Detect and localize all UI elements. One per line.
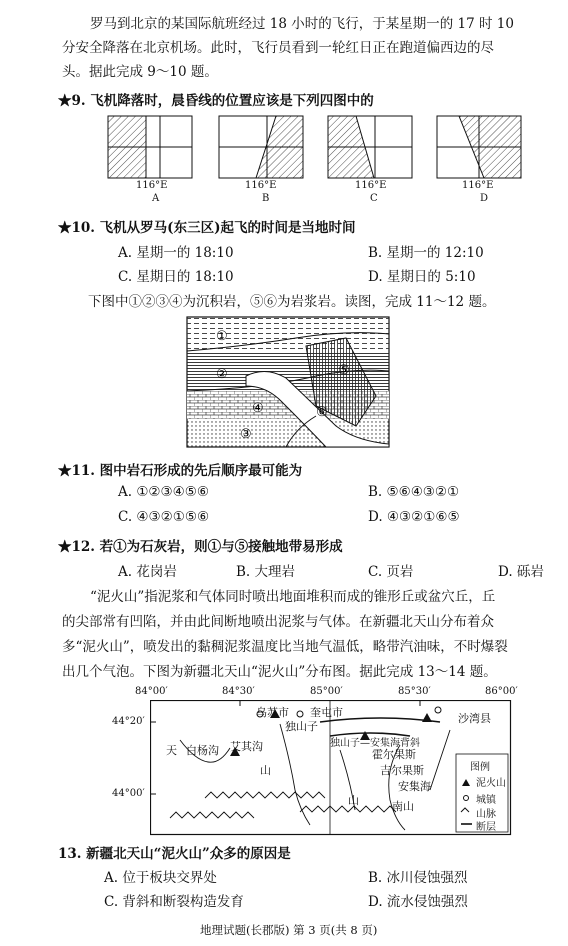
place-jierguosi: 吉尔果斯 (380, 764, 424, 777)
place-wusu: 乌苏市 (256, 706, 289, 719)
q12-option-b: B. 大理岩 (236, 564, 296, 580)
q12-option-d: D. 砾岩 (498, 564, 544, 580)
page-footer: 地理试题(长郡版) 第 3 页(共 8 页) (200, 923, 378, 937)
q11-option-c: C. ④③②①⑤⑥ (118, 509, 210, 525)
q11-option-a: A. ①②③④⑤⑥ (118, 484, 209, 500)
rock-label-2: ② (216, 367, 228, 382)
q11-option-b: B. ⑤⑥④③②① (368, 484, 460, 500)
mud-intro-line-3: 多“泥火山”，喷发出的黏稠泥浆温度比当地气温低，略带汽油味，不时爆裂 (62, 639, 508, 655)
map-lat-2: 44°00′ (112, 788, 145, 799)
q12-stem: ★12. 若①为石灰岩，则①与⑤接触地带易形成 (58, 539, 343, 555)
intro-line-1: 罗马到北京的某国际航班经过 18 小时的飞行，于某星期一的 17 时 10 (90, 16, 514, 32)
place-baiyanggou: 白杨沟 (186, 744, 219, 757)
q10-option-b: B. 星期一的 12:10 (368, 245, 484, 261)
place-anjihai: 安集海 (398, 780, 431, 793)
rock-intro: 下图中①②③④为沉积岩，⑤⑥为岩浆岩。读图，完成 11～12 题。 (88, 294, 496, 310)
q9-lon-d: 116°E (462, 180, 494, 191)
q9-figure-d (437, 116, 521, 178)
q10-stem: ★10. 飞机从罗马(东三区)起飞的时间是当地时间 (58, 220, 356, 236)
place-shan-1: 山 (260, 764, 271, 777)
q13-option-d: D. 流水侵蚀强烈 (368, 894, 468, 910)
place-anticline: 独山子—安集海背斜 (330, 738, 420, 749)
q12-option-c: C. 页岩 (368, 564, 414, 580)
legend-item-fault: 断层 (476, 822, 496, 833)
rock-figure (186, 316, 390, 448)
map-lon-3: 85°00′ (310, 686, 343, 697)
mud-intro-line-4: 出几个气泡。下图为新疆北天山“泥火山”分布图。据此完成 13～14 题。 (62, 664, 497, 680)
q11-option-d: D. ④③②①⑥⑤ (368, 509, 460, 525)
place-aiqigou: 艾其沟 (230, 740, 263, 753)
map-lon-1: 84°00′ (135, 686, 168, 697)
q9-figure-b (219, 116, 303, 178)
legend-title: 图例 (470, 762, 490, 773)
legend-item-mountain: 山脉 (476, 809, 496, 820)
q10-option-a: A. 星期一的 18:10 (118, 245, 234, 261)
q9-lon-c: 116°E (355, 180, 387, 191)
q9-letter-a: A (152, 193, 160, 204)
map-lat-1: 44°20′ (112, 716, 145, 727)
place-huoerguosi: 霍尔果斯 (372, 748, 416, 761)
q9-stem: ★9. 飞机降落时，晨昏线的位置应该是下列四图中的 (58, 93, 374, 109)
rock-label-6: ⑥ (316, 405, 328, 420)
place-shawan: 沙湾县 (458, 712, 491, 725)
q10-option-d: D. 星期日的 5:10 (368, 269, 476, 285)
q9-letter-b: B (262, 193, 270, 204)
intro-line-2: 分安全降落在北京机场。此时，飞行员看到一轮红日正在跑道偏西边的尽 (62, 40, 494, 56)
rock-label-4: ④ (252, 401, 264, 416)
place-tian: 天 (166, 744, 177, 757)
q13-option-a: A. 位于板块交界处 (104, 870, 217, 886)
q10-option-c: C. 星期日的 18:10 (118, 269, 234, 285)
q9-figure-c (328, 116, 412, 178)
place-dushanzi: 独山子 (285, 720, 318, 733)
q12-option-a: A. 花岗岩 (118, 564, 177, 580)
q13-option-b: B. 冰川侵蚀强烈 (368, 870, 468, 886)
q9-figures (104, 112, 524, 212)
legend-item-volcano: 泥火山 (476, 778, 506, 789)
mud-intro-line-1: “泥火山”指泥浆和气体同时喷出地面堆积而成的锥形丘或盆穴丘，丘 (90, 589, 496, 605)
rock-label-1: ① (216, 329, 228, 344)
map-lon-4: 85°30′ (398, 686, 431, 697)
place-kuitun: 奎屯市 (310, 706, 343, 719)
place-nanshan: 南山 (392, 800, 414, 813)
q13-option-c: C. 背斜和断裂构造发育 (104, 894, 244, 910)
q9-figure-a (108, 116, 192, 178)
map-lon-2: 84°30′ (222, 686, 255, 697)
map-lon-5: 86°00′ (485, 686, 518, 697)
q9-lon-a: 116°E (136, 180, 168, 191)
rock-label-5: ⑤ (338, 363, 350, 378)
legend-item-town: 城镇 (476, 795, 496, 806)
q9-letter-d: D (480, 193, 489, 204)
q9-lon-b: 116°E (245, 180, 277, 191)
rock-label-3: ③ (240, 427, 252, 442)
q11-stem: ★11. 图中岩石形成的先后顺序最可能为 (58, 463, 303, 479)
intro-line-3: 头。据此完成 9～10 题。 (62, 64, 218, 80)
q13-stem: 13. 新疆北天山“泥火山”众多的原因是 (58, 846, 291, 862)
place-shan-2: 山 (348, 794, 359, 807)
q9-letter-c: C (370, 193, 378, 204)
mud-intro-line-2: 的尖部常有凹陷，并由此间断地喷出泥浆与气体。在新疆北天山分布着众 (62, 614, 494, 630)
